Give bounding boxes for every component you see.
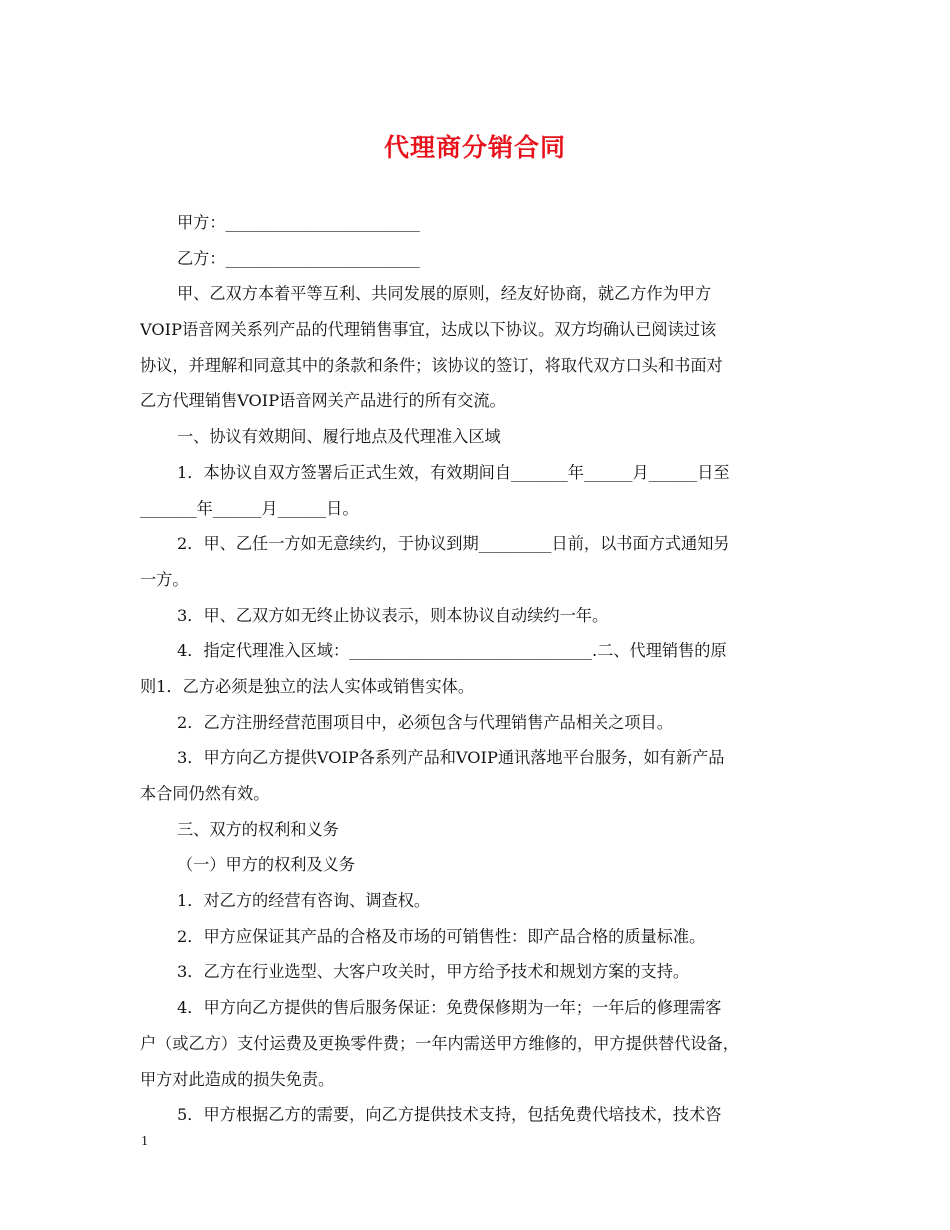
contract-line: 3．甲、乙双方如无终止协议表示，则本协议自动续约一年。 xyxy=(177,605,609,625)
contract-line: 2．甲、乙任一方如无意续约，于协议到期_________日前，以书面方式通知另 xyxy=(177,534,730,554)
contract-line: （一）甲方的权利及义务 xyxy=(177,855,356,875)
contract-line: 一、协议有效期间、履行地点及代理准入区域 xyxy=(177,427,501,447)
contract-line: 甲、乙双方本着平等互利、共同发展的原则，经友好协商，就乙方作为甲方 xyxy=(177,284,712,304)
contract-line: 3．甲方向乙方提供VOIP各系列产品和VOIP通讯落地平台服务，如有新产品 xyxy=(177,748,725,768)
document-title: 代理商分销合同 xyxy=(383,133,566,162)
contract-line: 甲方对此造成的损失免责。 xyxy=(140,1069,335,1089)
contract-line: 2．乙方注册经营范围项目中，必须包含与代理销售产品相关之项目。 xyxy=(177,712,673,732)
contract-line: 三、双方的权利和义务 xyxy=(177,819,339,839)
contract-line: 1．本协议自双方签署后正式生效，有效期间自_______年______月______日至 xyxy=(177,462,730,482)
contract-line: 2．甲方应保证其产品的合格及市场的可销售性：即产品合格的质量标准。 xyxy=(177,926,706,946)
contract-line: 5．甲方根据乙方的需要，向乙方提供技术支持，包括免费代培技术，技术咨 xyxy=(177,1105,722,1125)
contract-line: 1．对乙方的经营有咨询、调查权。 xyxy=(177,891,431,911)
contract-line: 户（或乙方）支付运费及更换零件费；一年内需送甲方维修的，甲方提供替代设备， xyxy=(140,1033,739,1053)
contract-line: _______年______月______日。 xyxy=(140,498,359,518)
contract-line: 乙方代理销售VOIP语音网关产品进行的所有交流。 xyxy=(140,391,506,411)
contract-body xyxy=(140,205,814,1133)
contract-line: 本合同仍然有效。 xyxy=(140,784,270,803)
contract-line: 乙方：________________________ xyxy=(177,248,420,268)
contract-line: 3．乙方在行业选型、大客户攻关时，甲方给予技术和规划方案的支持。 xyxy=(177,962,690,982)
contract-line: 则1．乙方必须是独立的法人实体或销售实体。 xyxy=(140,676,475,696)
contract-line: 甲方：________________________ xyxy=(177,213,420,232)
contract-line: VOIP语音网关系列产品的代理销售事宜，达成以下协议。双方均确认已阅读过该 xyxy=(140,320,717,340)
contract-line: 4．指定代理准入区域：______________________________.二、代理销售的原 xyxy=(177,641,727,661)
contract-line: 一方。 xyxy=(140,569,189,589)
contract-line: 协议，并理解和同意其中的条款和条件；该协议的签订，将取代双方口头和书面对 xyxy=(140,355,723,375)
contract-line: 4．甲方向乙方提供的售后服务保证：免费保修期为一年；一年后的修理需客 xyxy=(177,998,722,1018)
page-number: 1 xyxy=(141,1134,148,1149)
